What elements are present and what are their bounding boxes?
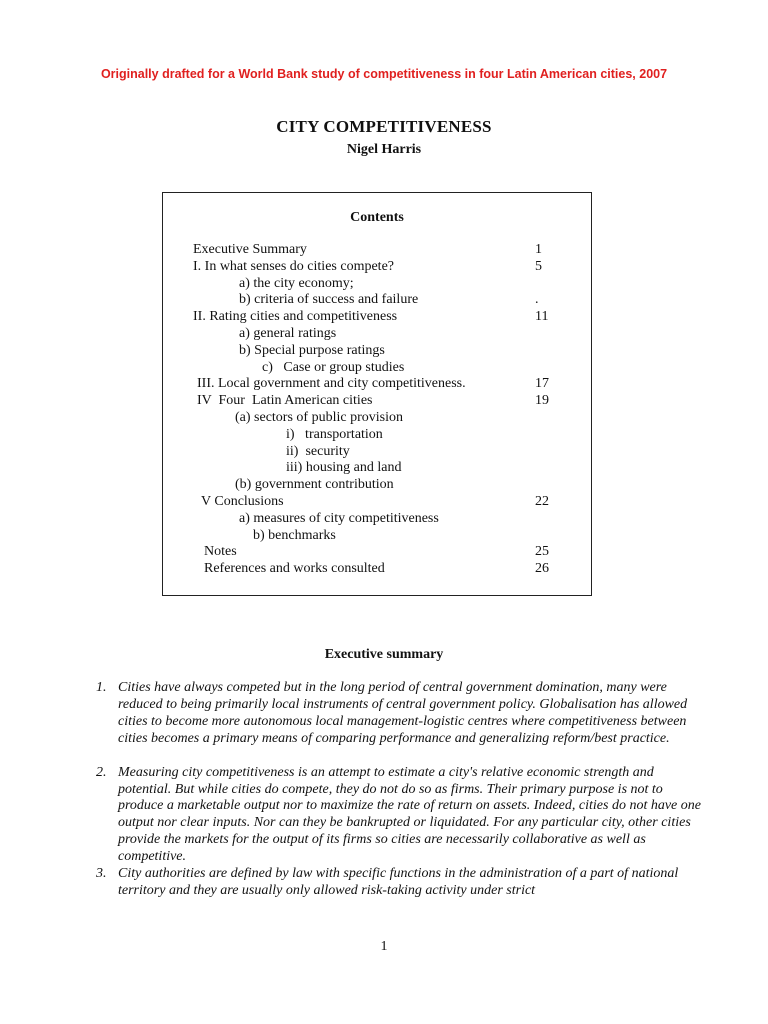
- summary-paragraph-number: 3.: [96, 866, 107, 882]
- toc-entry: [163, 410, 591, 427]
- toc-entry-page: 25: [535, 544, 549, 560]
- toc-entry-label: V Conclusions: [201, 493, 284, 509]
- author-name: Nigel Harris: [346, 142, 422, 157]
- toc-entry-label: I. In what senses do cities compete?: [193, 258, 394, 274]
- summary-paragraph: [96, 765, 706, 866]
- toc-entry-label: b) Special purpose ratings: [239, 342, 385, 358]
- toc-entry-label: a) measures of city competitiveness: [239, 510, 439, 526]
- summary-paragraph-number: 2.: [96, 764, 107, 780]
- toc-entry-label: III. Local government and city competitiveness.: [197, 376, 466, 392]
- toc-entry-page: 22: [535, 493, 549, 509]
- toc-entry: [163, 444, 591, 461]
- toc-entry-label: Notes: [204, 544, 237, 560]
- contents-box: [162, 192, 592, 596]
- toc-entry-page: 17: [535, 376, 549, 392]
- toc-entry: [163, 544, 591, 561]
- toc-entry-label: a) general ratings: [239, 325, 337, 341]
- toc-entry-page: .: [535, 292, 539, 308]
- toc-entry: [163, 326, 591, 343]
- toc-entry: [163, 460, 591, 477]
- toc-entry-page: 5: [535, 258, 542, 274]
- toc-entry: [163, 292, 591, 309]
- executive-summary-list: [96, 680, 706, 900]
- toc-entry: [163, 528, 591, 545]
- toc-entry: [163, 393, 591, 410]
- toc-entry-page: 11: [535, 309, 549, 325]
- contents-list: [163, 242, 591, 578]
- toc-entry-label: IV Four Latin American cities: [197, 393, 373, 409]
- executive-summary-heading: Executive summary: [324, 647, 444, 662]
- toc-entry: [163, 561, 591, 578]
- toc-entry-label: c) Case or group studies: [262, 359, 405, 375]
- toc-entry: [163, 276, 591, 293]
- toc-entry-label: II. Rating cities and competitiveness: [193, 309, 398, 325]
- toc-entry: [163, 242, 591, 259]
- toc-entry-label: ii) security: [286, 443, 350, 459]
- toc-entry-page: 26: [535, 561, 549, 577]
- toc-entry: [163, 343, 591, 360]
- toc-entry: [163, 477, 591, 494]
- toc-entry-label: b) criteria of success and failure: [239, 292, 419, 308]
- document-title: CITY COMPETITIVENESS: [276, 117, 492, 136]
- toc-entry: [163, 376, 591, 393]
- toc-entry: [163, 360, 591, 377]
- toc-entry-label: i) transportation: [286, 426, 383, 442]
- toc-entry: [163, 259, 591, 276]
- contents-heading: Contents: [350, 210, 404, 225]
- toc-entry: [163, 494, 591, 511]
- toc-entry: [163, 427, 591, 444]
- toc-entry-label: b) benchmarks: [253, 527, 336, 543]
- summary-paragraph-text: Measuring city competitiveness is an attempt to estimate a city's relative economic strength and potential. But while cities do compete, they do not do so as firms. Their primary purpose is not to produce a marketable output nor to maximize the rate of return on assets. Indeed, cities do not have one output nor clear inputs. Nor can they be bankrupted or liquidated. For any particular city, other cities provide the markets for the output of its firms so cities are necessarily collaborative as well as competitive.: [118, 764, 701, 865]
- summary-paragraph: [96, 680, 706, 748]
- page-number: 1: [380, 939, 388, 954]
- summary-paragraph-text: Cities have always competed but in the long period of central government domination, many were reduced to being primarily local instruments of central government policy. Globalisation has allowed cities to become more autonomous local management-logistic centres where competitiveness between cities becomes a primary means of comparing performance and generalizing reform/best practice.: [118, 680, 688, 746]
- summary-paragraph: [96, 866, 706, 900]
- toc-entry: [163, 309, 591, 326]
- summary-paragraph-text: City authorities are defined by law with specific functions in the administration of a part of national territory and they are usually only allowed risk-taking activity under strict: [118, 866, 679, 898]
- toc-entry-label: Executive Summary: [193, 242, 307, 257]
- toc-entry-label: (b) government contribution: [235, 477, 394, 493]
- draft-banner: Originally drafted for a World Bank study of competitiveness in four Latin American cities, 2007: [100, 67, 668, 81]
- toc-entry-label: a) the city economy;: [239, 275, 354, 291]
- toc-entry: [163, 511, 591, 528]
- toc-entry-label: References and works consulted: [204, 561, 385, 577]
- toc-entry-page: 19: [535, 393, 549, 409]
- toc-entry-page: 1: [535, 242, 542, 257]
- summary-paragraph-number: 1.: [96, 680, 107, 695]
- toc-entry-label: (a) sectors of public provision: [235, 409, 403, 425]
- toc-entry-label: iii) housing and land: [286, 460, 402, 476]
